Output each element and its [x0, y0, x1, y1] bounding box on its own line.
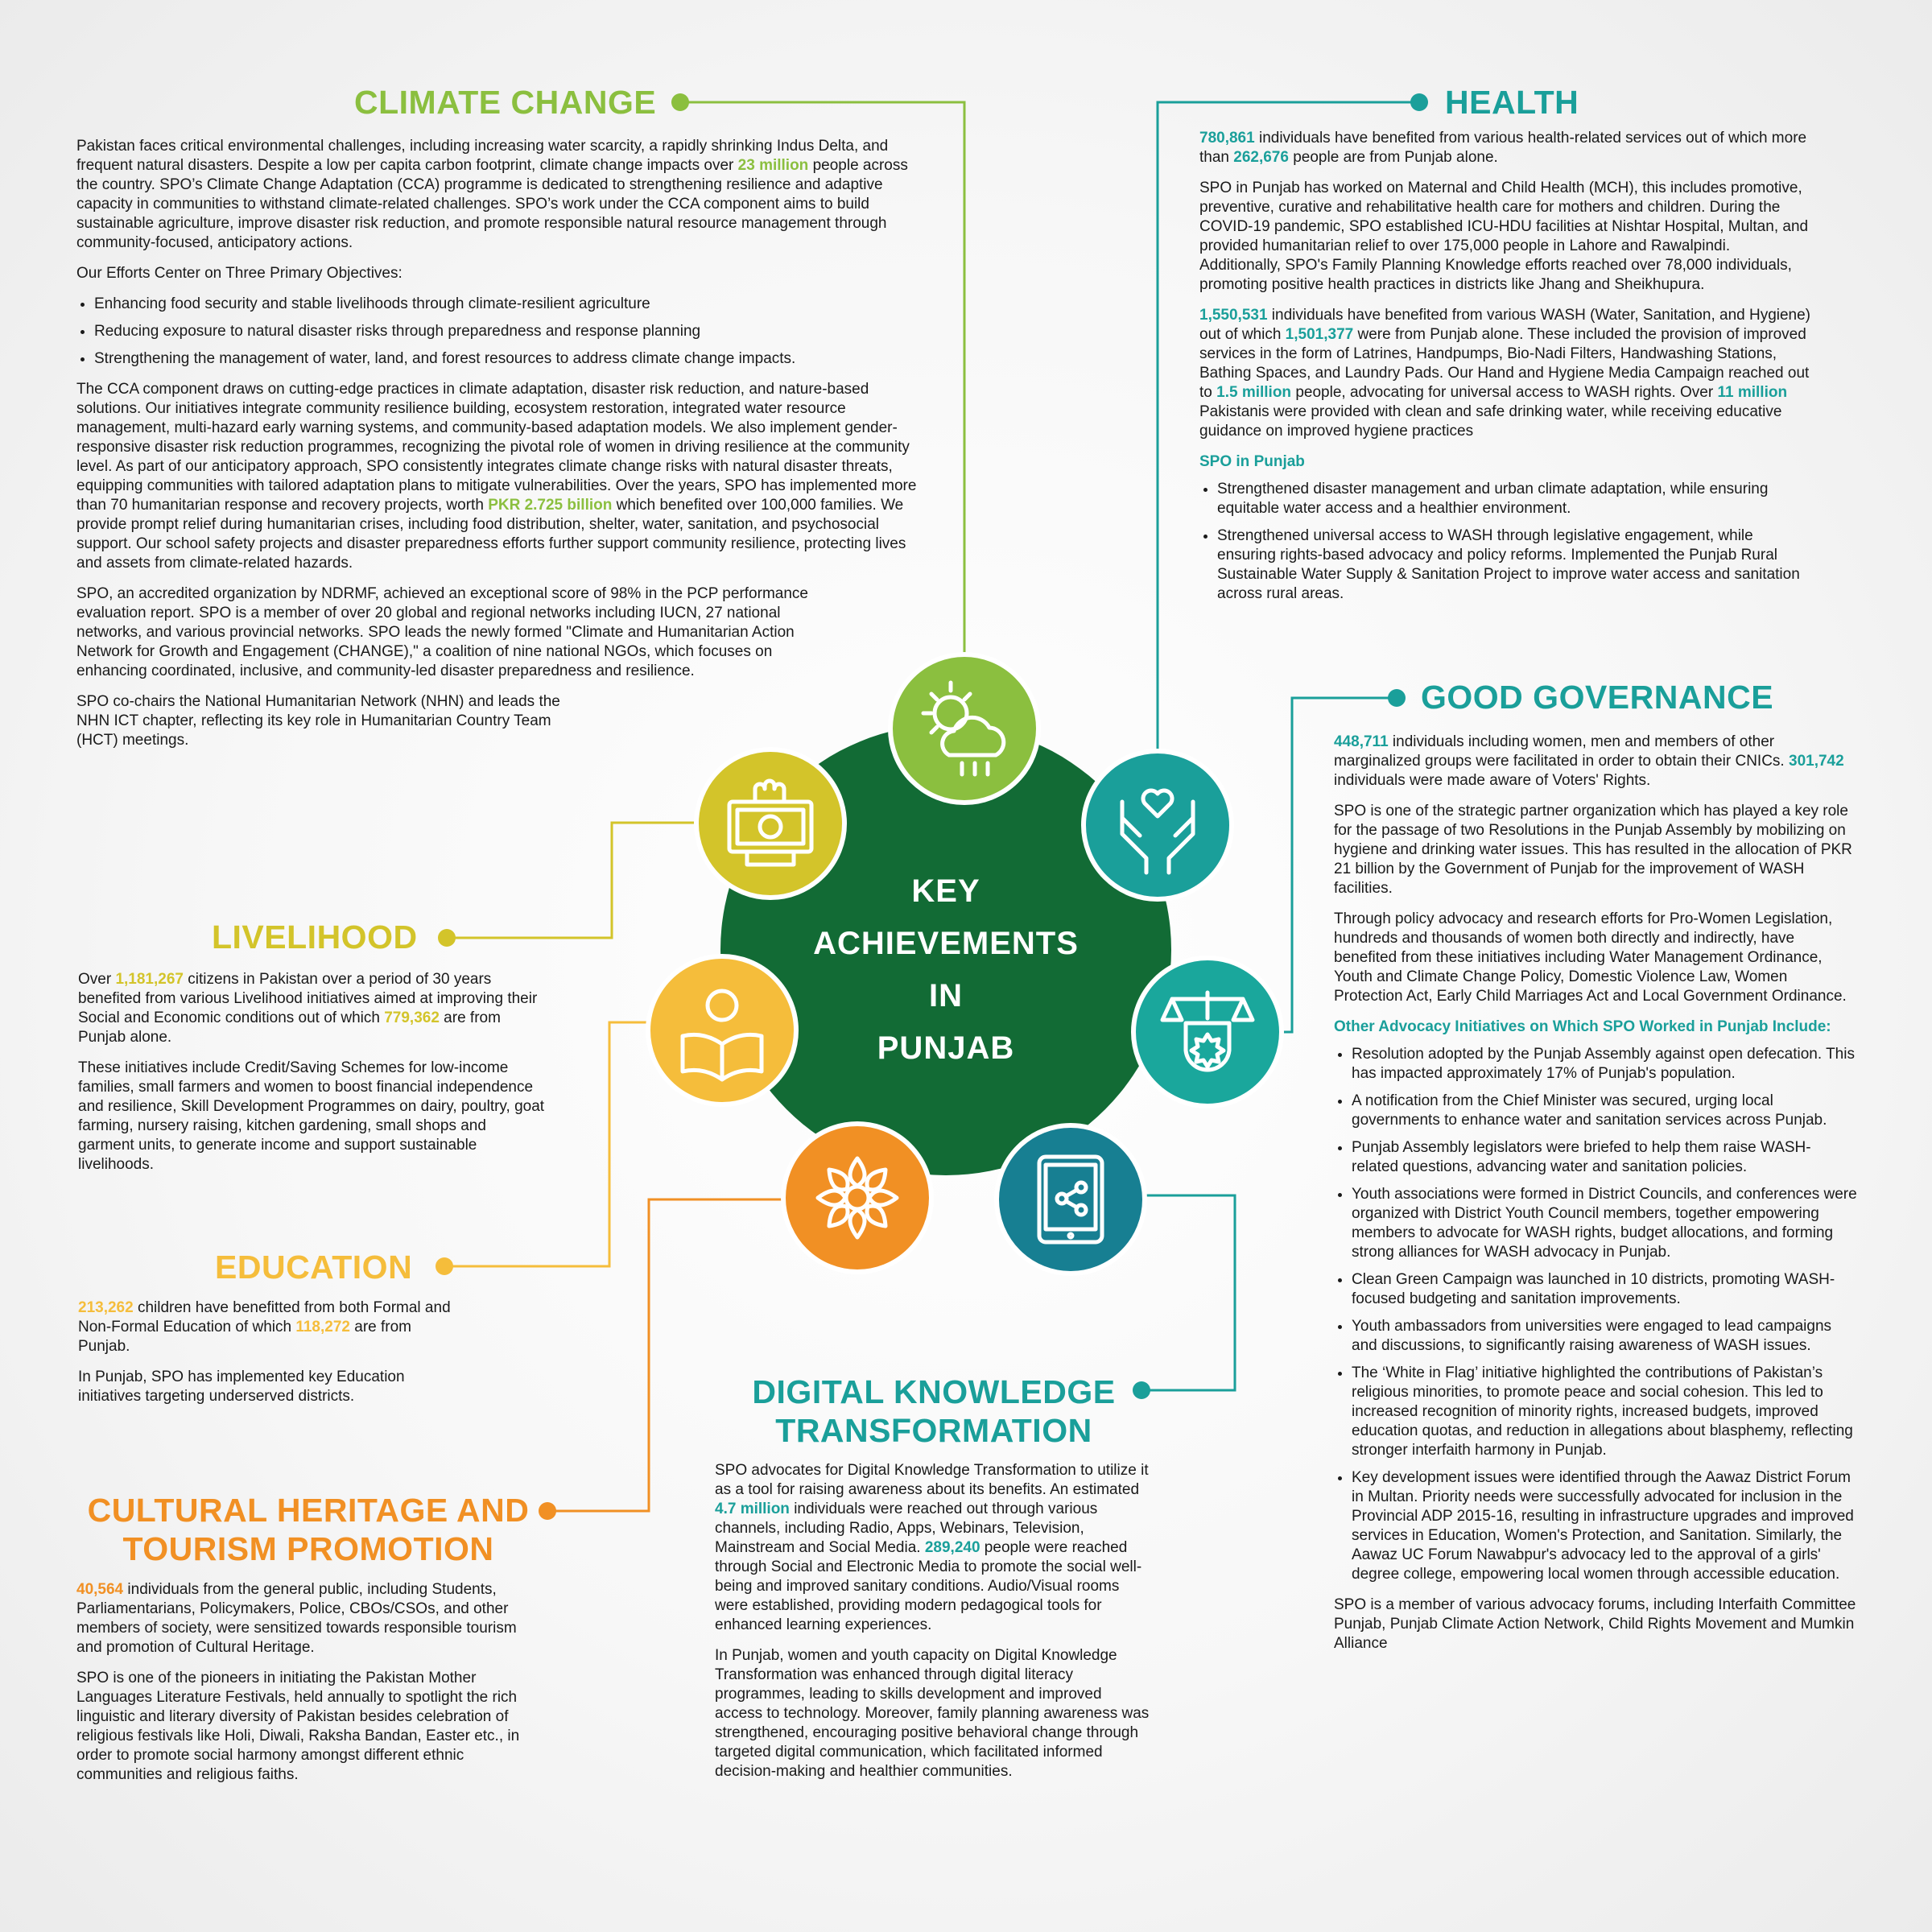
governance-paragraph-3: Through policy advocacy and research efforts for Pro-Women Legislation, hundreds and thousands of women both directly and indirectly, have benefited from these initiatives including Water Management Ordinance, Youth and Climate Change Policy, Domestic Violence Law, Women Protection Act, Early Child Marriages Act and Local Government Ordinance.: [1334, 910, 1847, 1005]
governance-subheading: Other Advocacy Initiatives on Which SPO Worked in Punjab Include:: [1334, 1018, 1831, 1035]
cash-hand-icon: [699, 752, 842, 895]
digital-connector: [1131, 1195, 1235, 1390]
climate-dot: [671, 93, 689, 111]
cultural-title-line-2: TOURISM PROMOTION: [122, 1530, 494, 1567]
list-item: • The ‘White in Flag’ initiative highlighted the contributions of Pakistan’s religious minorities, to promote peace and social cohesion. This led to increased recognition of minority rights, increased budgets, improved education quotas, and reduction in allegations about blasphemy, reflecting stronger interfaith harmony in Punjab.: [1352, 1364, 1857, 1460]
climate-highlight-23-million: 23 million: [737, 157, 809, 174]
climate-paragraph-4: SPO, an accredited organization by NDRMF, achieved an exceptional score of 98% in the PCP performance evaluation report. SPO is a member of over 20 global and regional networks including IUCN, 27 national networks, and various provincial networks. SPO leads the newly formed "Climate and Humanitarian Action Network for Growth and Engagement (CHANGE)," a coalition of nine national NGOs, which focuses on enhancing coordinated, inclusive, and community-led disaster preparedness and resilience.: [76, 585, 808, 679]
list-item: • Punjab Assembly legislators were briefed to help them raise WASH-related questions, advancing water and sanitation policies.: [1352, 1138, 1857, 1177]
cultural-paragraph-1: 40,564 individuals from the general public, including Students, Parliamentarians, Policymakers, Police, CBOs/CSOs, and other members of society, were sensitized towards responsible tourism and promotion of Cultural Heritage.: [76, 1581, 517, 1656]
climate-paragraph-1: Pakistan faces critical environmental challenges, including increasing water scarcity, a rapidly shrinking Indus Delta, and frequent natural disasters. Despite a low per capita carbon footprint, climate change impacts over 23 million people across the country. SPO’s Climate Change Adaptation (CCA) programme is dedicated to strengthening resilience and adaptive capacity in communities to withstand climate-related challenges. SPO’s work under the CCA component aims to build sustainable agriculture, improve disaster risk reduction, and promote responsible natural resource management through community-focused, anticipatory actions.: [76, 138, 908, 251]
health-paragraph-3: 1,550,531 individuals have benefited from various WASH (Water, Sanitation, and Hygiene) out of which 1,501,377 were from Punjab alone. These included the provision of improved services in the form of Latrines, Handpumps, Bio-Nadi Filters, Handwashing Stations, Bathing Spaces, and Laundry Pads. Our Hand and Hygiene Media Campaign reached out to 1.5 million people, advocating for universal access to WASH rights. Over 11 million Pakistanis were provided with clean and safe drinking water, while receiving educative guidance on improved hygiene practices: [1199, 307, 1811, 440]
cultural-title-line-1: CULTURAL HERITAGE AND: [87, 1492, 530, 1529]
governance-advocacy-list: [1334, 1045, 1857, 1584]
digital-paragraph-2: In Punjab, women and youth capacity on Digital Knowledge Transformation was enhanced through digital literacy programmes, leading to skills development and improved access to technology. Moreover, family planning awareness was strengthened, encouraging positive behavioral change through targeted digital communication, which facilitated informed decision-making and healthier communities.: [715, 1647, 1150, 1780]
center-title-line-3: IN: [929, 978, 963, 1013]
health-circle: [1081, 749, 1234, 902]
health-paragraph-1: 780,861 individuals have benefited from various health-related services out of which more than 262,676 people are from Punjab alone.: [1199, 130, 1807, 166]
list-item: • Enhancing food security and stable livelihoods through climate-resilient agriculture: [94, 295, 922, 314]
digital-title-line-2: TRANSFORMATION: [775, 1412, 1092, 1449]
cultural-title: [83, 1491, 534, 1568]
governance-title: GOOD GOVERNANCE: [1421, 679, 1774, 716]
health-dot: [1410, 93, 1428, 111]
list-item: • Strengthening the management of water, land, and forest resources to address climate change impacts.: [94, 349, 922, 369]
scales-shield-icon: [1136, 960, 1279, 1104]
cultural-paragraph-2: SPO is one of the pioneers in initiating the Pakistan Mother Languages Literature Festivals, held annually to spotlight the rich linguistic and literary diversity of Pakistan besides celebration of religious festivals like Holi, Diwali, Raksha Bandan, Easter etc., in order to promote social harmony amongst different ethnic communities and religious faiths.: [76, 1670, 520, 1783]
education-circle: [646, 954, 799, 1107]
cultural-section: [76, 1580, 535, 1796]
livelihood-title: LIVELIHOOD: [212, 919, 418, 956]
livelihood-paragraph-2: These initiatives include Credit/Saving Schemes for low-income families, small farmers and women to boost financial independence and resilience, Skill Development Programmes on dairy, poultry, goat farming, nursery raising, kitchen gardening, small shops and garment units, to generate income and support sustainable livelihoods.: [78, 1059, 545, 1173]
climate-paragraph-2: Our Efforts Center on Three Primary Objectives:: [76, 265, 402, 282]
health-paragraph-2: SPO in Punjab has worked on Maternal and Child Health (MCH), this includes promotive, preventive, curative and rehabilitative health care for mothers and children. During the COVID-19 pandemic, SPO established ICU-HDU facilities at Nishtar Hospital, Multan, and provided humanitarian relief to over 175,000 people in Lahore and Rawalpindi. Additionally, SPO's Family Planning Knowledge efforts reached over 78,000 individuals, promoting positive health practices in districts like Jhang and Sheikhupura.: [1199, 180, 1809, 293]
governance-circle: [1131, 956, 1284, 1108]
tablet-share-icon: [999, 1128, 1142, 1271]
governance-paragraph-2: SPO is one of the strategic partner organization which has played a key role for the passage of two Resolutions in the Punjab Assembly by mobilizing on hygiene and drinking water issues. This has resulted in the allocation of PKR 21 billion by the Government of Punjab for the improvement of WASH facilities.: [1334, 803, 1852, 897]
education-dot: [436, 1257, 453, 1275]
livelihood-circle: [694, 747, 847, 900]
governance-section: [1334, 733, 1857, 1665]
digital-title: [716, 1373, 1151, 1450]
digital-circle: [994, 1123, 1147, 1276]
climate-objectives-list: [76, 295, 922, 369]
climate-paragraph-5: SPO co-chairs the National Humanitarian Network (NHN) and leads the NHN ICT chapter, reflecting its key role in Humanitarian Country Team (HCT) meetings.: [76, 693, 560, 749]
education-paragraph-2: In Punjab, SPO has implemented key Education initiatives targeting underserved districts.: [78, 1368, 405, 1405]
list-item: • Reducing exposure to natural disaster risks through preparedness and response planning: [94, 322, 922, 341]
livelihood-section: [78, 970, 545, 1186]
climate-paragraph-3: The CCA component draws on cutting-edge practices in climate adaptation, disaster risk reduction, and nature-based solutions. Our initiatives integrate community resilience building, ecosystem restoration, integrated water resource management, multi-hazard early warning systems, and community-based adaptation models. We also implement gender-responsive disaster risk reduction programmes, recognizing the pivotal role of women in driving resilience at the community level. As part of our anticipatory approach, SPO consistently integrates climate change risks with natural disaster threats, equipping communities with tailored adaptation plans to mitigate vulnerabilities. Over the years, SPO has implemented more than 70 humanitarian response and recovery projects, worth PKR 2.725 billion which benefited over 100,000 families. We provide prompt relief during humanitarian crises, including food distribution, shelter, water, sanitation, and psychosocial support. Our school safety projects and disaster preparedness efforts further support community resilience, protecting lives and assets from climate-related hazards.: [76, 381, 917, 572]
livelihood-connector: [447, 823, 708, 938]
education-title: EDUCATION: [215, 1249, 413, 1286]
cultural-circle: [781, 1121, 934, 1274]
list-item: • Strengthened universal access to WASH through legislative engagement, while ensuring rights-based advocacy and policy reforms. Implemented the Punjab Rural Sustainable Water Supply & Sanitation Project to improve water access and sanitation across rural areas.: [1217, 526, 1811, 604]
education-section: [78, 1298, 464, 1418]
cultural-dot: [539, 1502, 556, 1520]
livelihood-paragraph-1: Over 1,181,267 citizens in Pakistan over a period of 30 years benefited from various Livelihood initiatives aimed at improving their Social and Economic conditions out of which 779,362 are from Punjab alone.: [78, 971, 538, 1046]
digital-section: [715, 1461, 1150, 1793]
center-title: [769, 865, 1123, 1075]
livelihood-dot: [438, 929, 456, 947]
list-item: • Youth associations were formed in District Councils, and conferences were organized with District Youth Council members, together empowering members to advocate for WASH rights, budget allocations, and forming strong alliances for WASH advocacy in Punjab.: [1352, 1185, 1857, 1262]
governance-dot: [1388, 689, 1406, 707]
climate-section: [76, 137, 922, 762]
climate-title: CLIMATE CHANGE: [354, 84, 657, 121]
center-title-line-4: PUNJAB: [877, 1030, 1015, 1066]
governance-paragraph-4: SPO is a member of various advocacy forums, including Interfaith Committee Punjab, Punjab Climate Action Network, Child Rights Movement and Mumkin Alliance: [1334, 1596, 1856, 1652]
list-item: • Strengthened disaster management and urban climate adaptation, while ensuring equitable water access and a healthier environment.: [1217, 480, 1811, 518]
health-title: HEALTH: [1445, 84, 1579, 121]
list-item: • A notification from the Chief Minister was secured, urging local governments to enhance water and sanitation services across Punjab.: [1352, 1092, 1857, 1130]
climate-highlight-pkr: PKR 2.725 billion: [488, 497, 613, 514]
health-punjab-list: [1199, 480, 1811, 604]
center-title-line-1: KEY: [911, 873, 980, 909]
list-item: • Resolution adopted by the Punjab Assembly against open defecation. This has impacted approximately 17% of Punjab's population.: [1352, 1045, 1857, 1084]
digital-title-line-1: DIGITAL KNOWLEDGE: [752, 1373, 1116, 1410]
list-item: • Youth ambassadors from universities were engaged to lead campaigns and discussions, to significantly raising awareness of WASH issues.: [1352, 1317, 1857, 1356]
health-section: [1199, 129, 1811, 615]
mandala-flower-icon: [786, 1126, 929, 1269]
reader-book-icon: [650, 959, 794, 1102]
center-title-line-2: ACHIEVEMENTS: [813, 926, 1079, 961]
digital-paragraph-1: SPO advocates for Digital Knowledge Transformation to utilize it as a tool for raising awareness about its benefits. An estimated 4.7 million individuals were reached out through various channels, including Radio, Apps, Webinars, Television, Mainstream and Social Media. 289,240 people were reached through Social and Electronic Media to promote the social well-being and improved sanitary conditions. Audio/Visual rooms were established, providing modern pedagogical tools for enhanced learning experiences.: [715, 1462, 1149, 1633]
education-paragraph-1: 213,262 children have benefitted from both Formal and Non-Formal Education of which 118,272 are from Punjab.: [78, 1299, 451, 1355]
governance-paragraph-1: 448,711 individuals including women, men and members of other marginalized groups were facilitated in order to obtain their CNICs. 301,742 individuals were made aware of Voters' Rights.: [1334, 733, 1844, 789]
list-item: • Clean Green Campaign was launched in 10 districts, promoting WASH-focused budgeting and sanitation improvements.: [1352, 1270, 1857, 1309]
heart-hands-icon: [1086, 753, 1229, 897]
list-item: • Key development issues were identified through the Aawaz District Forum in Multan. Priority needs were successfully advocated for inclusion in the Provincial ADP 2015-16, resulting in infrastructure upgrades and improved services in Education, Women's Protection, and Sanitation. Similarly, the Aawaz UC Forum Nawabpur's advocacy led to the approval of a girls' degree college, empowering local women through accessible education.: [1352, 1468, 1857, 1584]
health-subheading: SPO in Punjab: [1199, 453, 1305, 470]
